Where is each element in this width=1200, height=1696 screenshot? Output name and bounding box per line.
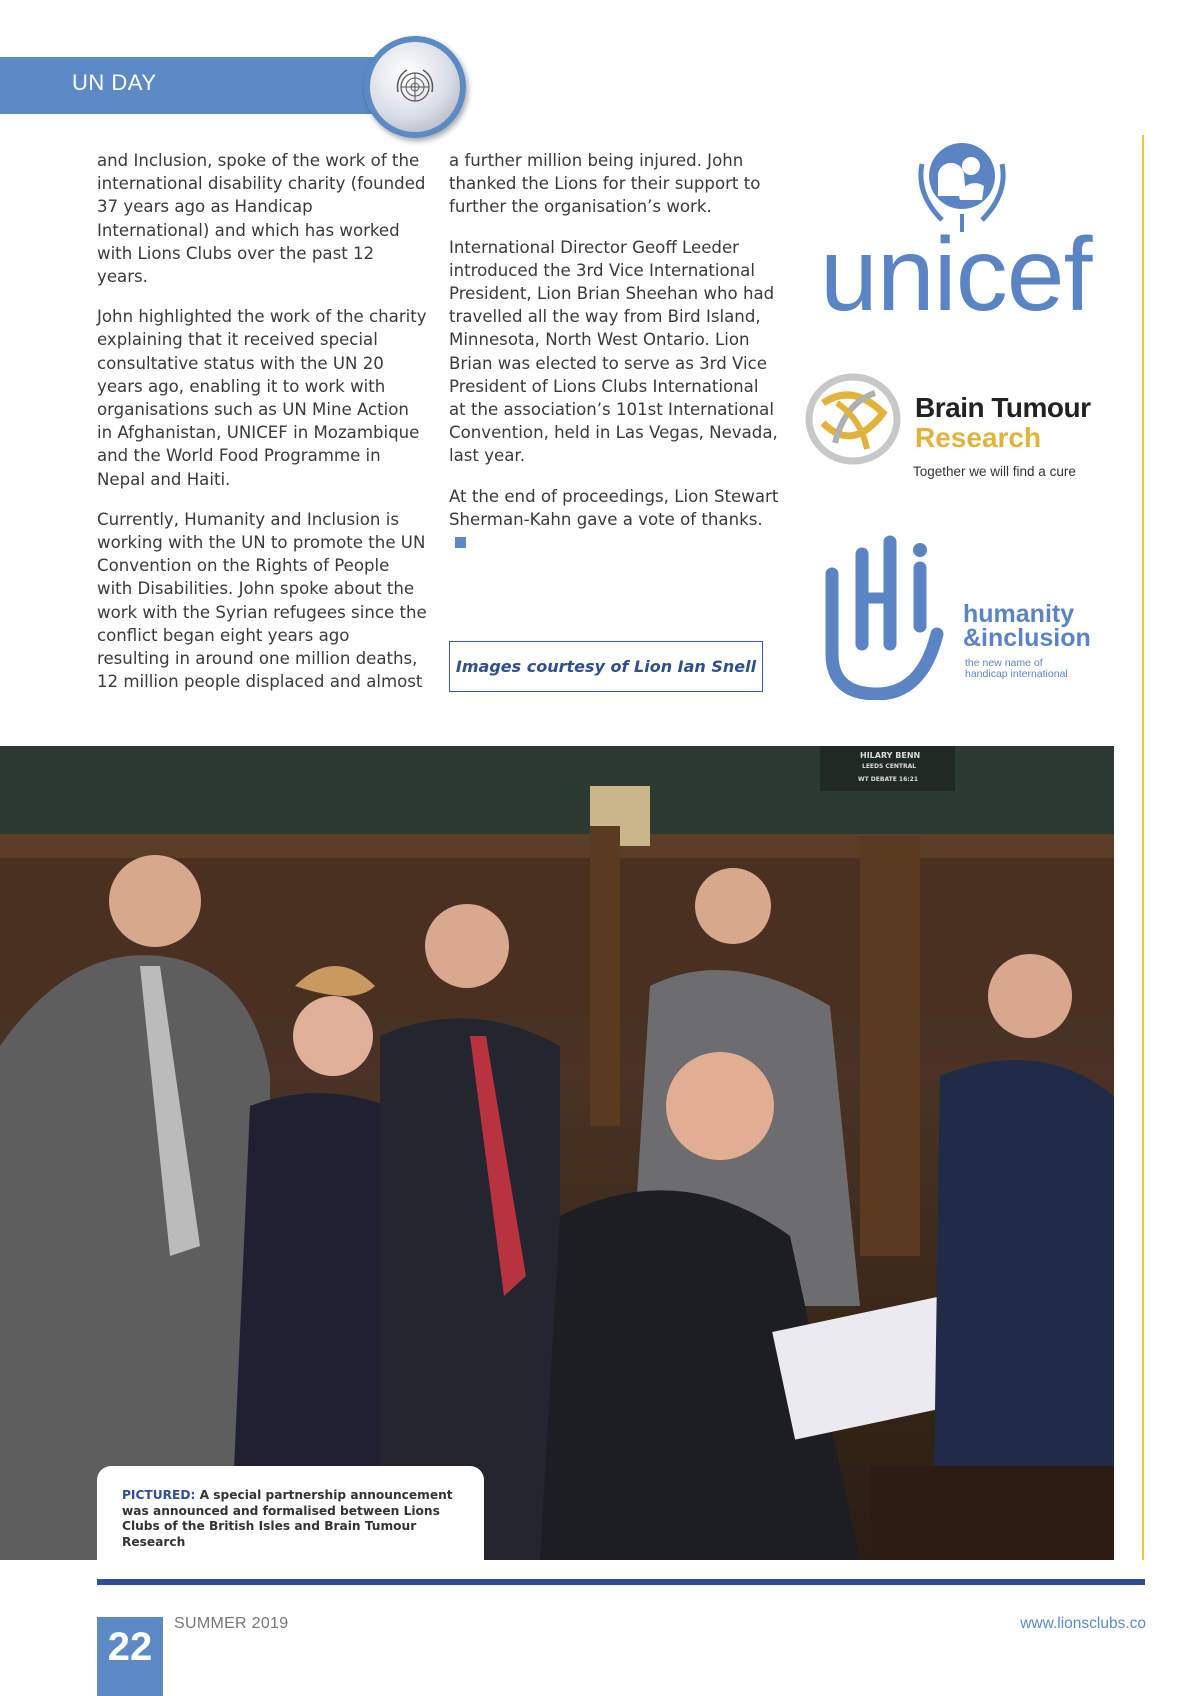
section-header-band [0, 57, 375, 114]
caption-text: A special partnership announcement was announced and formalised between Lions Clubs of the British Isles and Brain Tumour Research [122, 1488, 453, 1549]
monitor-text: HILARY BENN [860, 751, 921, 760]
paragraph: International Director Geoff Leeder introduced the 3rd Vice International President, Lion Brian Sheehan who had travelled all the way from Bird Island, Minnesota, North West Ontario. Lion Brian was elected to serve as 3rd Vice President of Lions Clubs International at the association’s 101st International Convention, held in Las Vegas, Nevada, last year. [449, 237, 778, 466]
group-photo [0, 746, 1114, 1560]
btr-wordmark-top: Brain Tumour [915, 392, 1091, 423]
paragraph: and Inclusion, spoke of the work of the international disability charity (founded 37 years ago as Handicap International) and which has worked with Lions Clubs over the past 12 years. [97, 151, 426, 287]
paragraph: John highlighted the work of the charity explaining that it received special consultative status with the UN 20 years ago, enabling it to work with organisations such as UN Mine Action in Afghanistan, UNICEF in Mozambique and the World Food Programme in Nepal and Haiti. [97, 307, 427, 489]
paragraph: a further million being injured. John thanked the Lions for their support to further the organisation’s work. [449, 151, 761, 217]
hi-wordmark-line2: &inclusion [963, 624, 1091, 652]
hi-wordmark [963, 602, 1091, 650]
brain-knot-icon [805, 373, 901, 465]
brain-tumour-research-logo [805, 370, 1115, 490]
un-emblem-badge [364, 36, 466, 138]
issue-label: SUMMER 2019 [174, 1615, 289, 1632]
paragraph: Currently, Humanity and Inclusion is working with the UN to promote the UN Convention on the Rights of People with Disabilities. John spoke about the work with the Syrian refugees since the conflict began eight years ago resulting in around one million deaths, 12 million people displaced and almost [97, 509, 427, 692]
section-title: UN DAY [72, 70, 157, 95]
website-link[interactable]: www.lionsclubs.co [1020, 1615, 1146, 1632]
article-column-middle [449, 149, 779, 571]
end-mark-icon [455, 537, 466, 548]
photo-caption [97, 1466, 484, 1560]
humanity-inclusion-logo [820, 530, 1120, 705]
paragraph-text: At the end of proceedings, Lion Stewart Sherman-Kahn gave a vote of thanks. [449, 486, 779, 529]
un-emblem-icon [392, 64, 438, 110]
btr-wordmark-bottom: Research [915, 422, 1042, 453]
footer-rule [97, 1579, 1145, 1585]
paragraph-final [449, 485, 779, 555]
hi-subtitle-line1: the new name of [965, 657, 1043, 669]
page-number: 22 [97, 1617, 163, 1696]
hi-subtitle [965, 658, 1068, 680]
photo-illustration [0, 746, 1114, 1560]
article-column-left [97, 149, 427, 710]
btr-tagline: Together we will find a cure [913, 464, 1076, 479]
unicef-wordmark: unicef [820, 217, 1092, 333]
monitor-text: WT DEBATE 16:21 [858, 776, 919, 783]
hi-subtitle-line2: handicap international [965, 668, 1068, 680]
monitor-text: LEEDS CENTRAL [862, 763, 917, 770]
hi-wordmark-line1: humanity [963, 600, 1075, 628]
column-divider-rule [1142, 135, 1144, 1560]
caption-lead: PICTURED: [122, 1488, 196, 1502]
image-credit-box: Images courtesy of Lion Ian Snell [449, 641, 763, 692]
hi-hand-icon [824, 534, 954, 700]
unicef-logo [820, 128, 1100, 333]
